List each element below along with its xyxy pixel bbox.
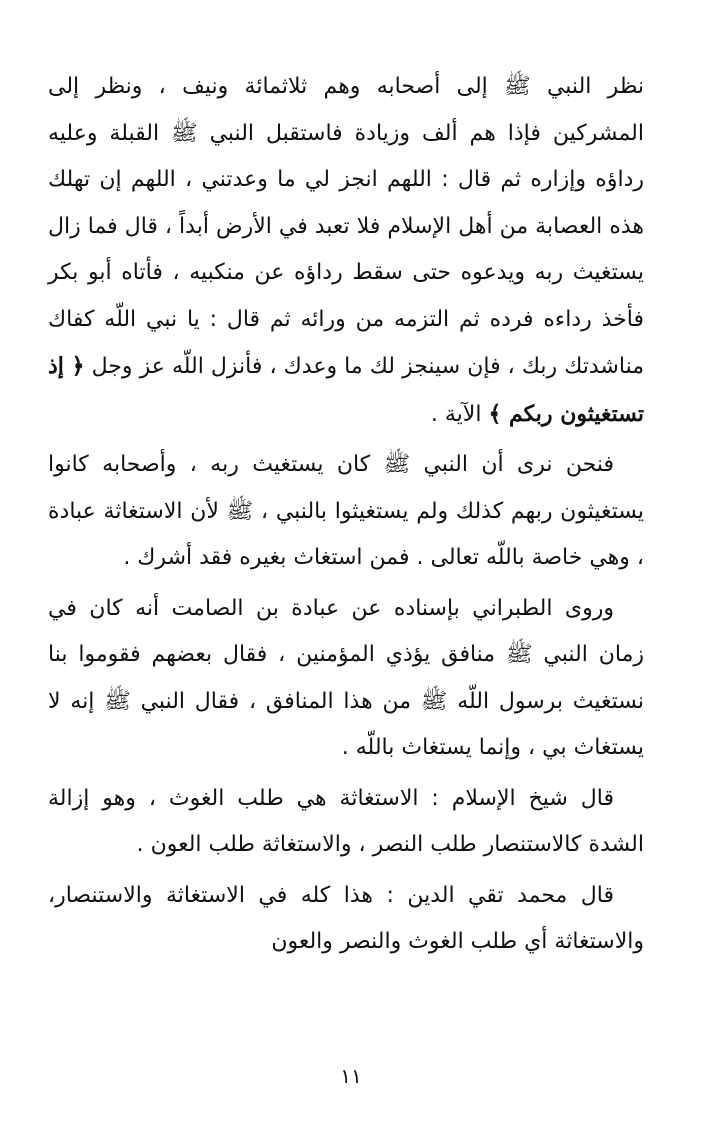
paragraph-1 [48,64,644,438]
paragraph-1-text-a: نظر النبي ﷺ إلى أصحابه وهم ثلاثمائة ونيف ، ونظر إلى المشركين فإذا هم ألف وزيادة فاستقبل النبي ﷺ القبلة وعليه رداؤه وإزاره ثم قال : اللهم انجز لي ما وعدتني ، اللهم إن تهلك هذه العصابة من أهل الإسلام فلا تعبد في الأرض أبداً ، قال فما زال يستغيث ربه ويدعوه حتى سقط رداؤه عن منكبيه ، فأتاه أبو بكر فأخذ رداءه فرده ثم التزمه من ورائه ثم قال : يا نبي اللّه كفاك مناشدتك ربك ، فإن سينجز لك ما وعدك ، فأنزل اللّه عز وجل [48,74,644,379]
quran-verse: ﴿ إذ تستغيثون ربكم ﴾ [48,353,644,427]
paragraph-2 [48,442,644,582]
paragraph-5-text: قال محمد تقي الدين : هذا كله في الاستغاثة والاستنصار، والاستغاثة أي طلب الغوث والنصر والعون [48,882,644,954]
page-number: ١١ [340,1064,362,1088]
book-page [48,64,644,970]
paragraph-4 [48,776,644,869]
paragraph-1-text-b: الآية . [430,401,489,427]
paragraph-2-text: فنحن نرى أن النبي ﷺ كان يستغيث ربه ، وأصحابه كانوا يستغيثون ربهم كذلك ولم يستغيثوا بالنبي ، ﷺ لأن الاستغاثة عبادة ، وهي خاصة باللّه تعالى . فمن استغاث بغيره فقد أشرك . [48,452,644,570]
paragraph-5 [48,873,644,966]
paragraph-3-text: وروى الطبراني بإسناده عن عبادة بن الصامت أنه كان في زمان النبي ﷺ منافق يؤذي المؤمنين ، فقال بعضهم فقوموا بنا نستغيث برسول اللّه ﷺ من هذا المنافق ، فقال النبي ﷺ إنه لا يستغاث بي ، وإنما يستغاث باللّه . [48,595,644,760]
paragraph-4-text: قال شيخ الإسلام : الاستغاثة هي طلب الغوث ، وهو إزالة الشدة كالاستنصار طلب النصر ، والاستغاثة طلب العون . [48,785,644,857]
paragraph-3 [48,586,644,772]
